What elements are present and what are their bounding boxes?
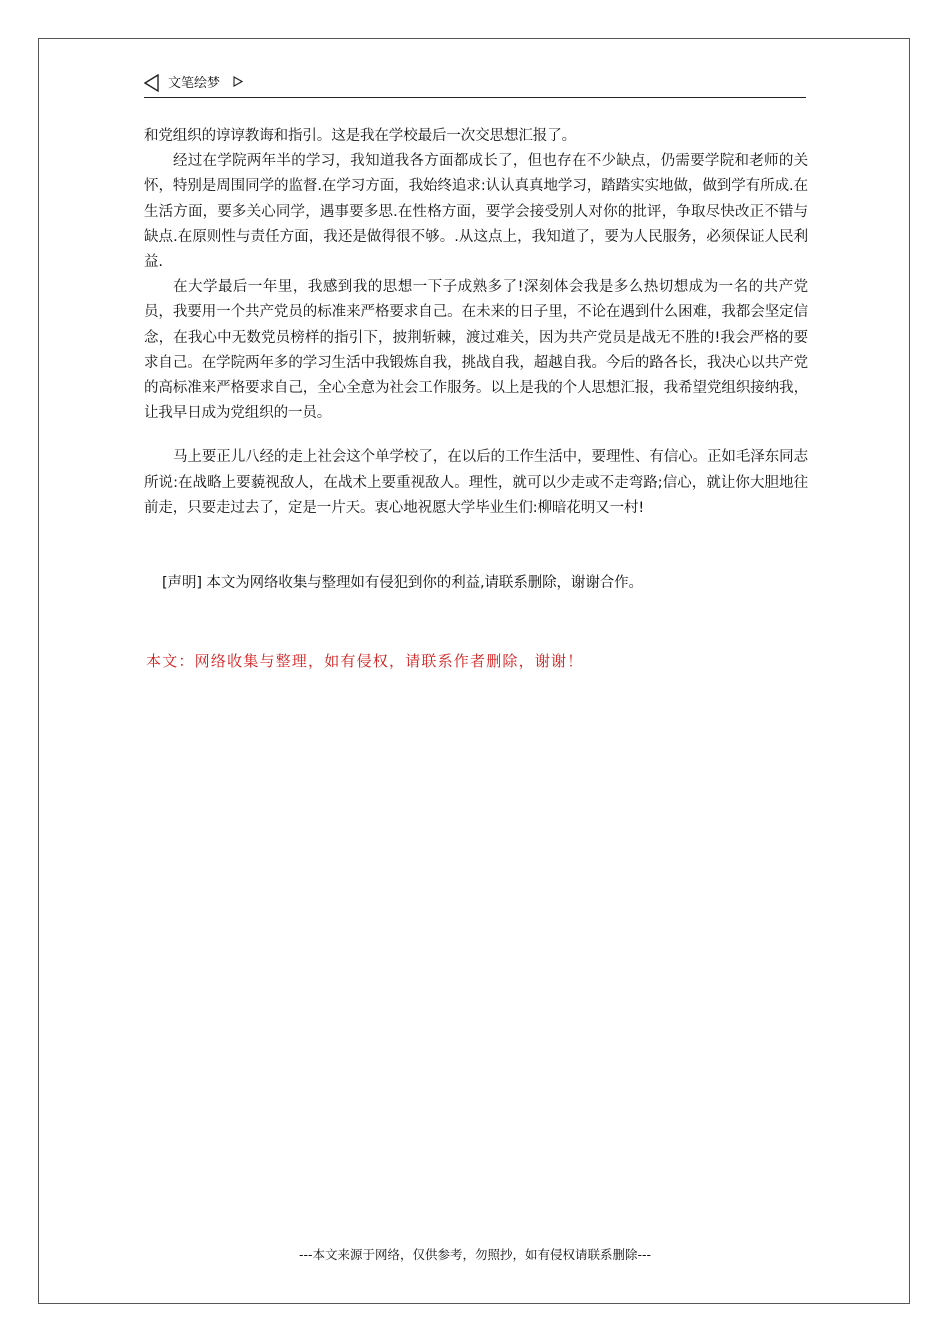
right-triangle-icon — [233, 76, 243, 87]
page-header — [144, 74, 806, 98]
paragraph-continued: 和党组织的谆谆教诲和指引。这是我在学校最后一次交思想汇报了。 — [144, 128, 576, 144]
copyright-red-note: 本文：网络收集与整理，如有侵权，请联系作者删除，谢谢！ — [146, 652, 584, 670]
paragraph-gap — [144, 521, 808, 571]
left-triangle-icon — [144, 74, 160, 92]
statement-note: [声明] 本文为网络收集与整理如有侵犯到你的利益,请联系删除，谢谢合作。 — [162, 575, 643, 592]
header-title: 文笔绘梦 — [168, 76, 221, 91]
paragraph-final-year: 在大学最后一年里，我感到我的思想一下子成熟多了!深刻体会我是多么热切想成为一名的共产党员，我要用一个共产党员的标准来严格要求自己。在未来的日子里，不论在遇到什么困难，我都会坚定信念，在我心中无数党员榜样的指引下，披荆斩棘，渡过难关，因为共产党员是战无不胜的!我会严格的要求自己。在学院两年多的学习生活中我锻炼自我，挑战自我，超越自我。今后的路各长，我决心以共产党的高标准来严格要求自己，全心全意为社会工作服务。以上是我的个人思想汇报，我希望党组织接纳我，让我早日成为党组织的一员。 — [144, 279, 808, 422]
paragraph-gap — [144, 426, 808, 445]
paragraph-going-to-society: 马上要正儿八经的走上社会这个单学校了，在以后的工作生活中，要理性、有信心。正如毛泽东同志所说:在战略上要藐视敌人，在战术上要重视敌人。理性，就可以少走或不走弯路;信心，就让你大胆地往前走，只要走过去了，定是一片天。衷心地祝愿大学毕业生们:柳暗花明又一村! — [144, 449, 808, 516]
page-footer: ---本文来源于网络，仅供参考，勿照抄，如有侵权请联系删除--- — [298, 1247, 652, 1262]
document-body — [144, 124, 808, 596]
paragraph-study-review: 经过在学院两年半的学习，我知道我各方面都成长了，但也存在不少缺点，仍需要学院和老师的关怀，特别是周围同学的监督.在学习方面，我始终追求:认认真真地学习，踏踏实实地做，做到学有所成.在生活方面，要多关心同学，遇事要多思.在性格方面，要学会接受别人对你的批评，争取尽快改正不错与缺点.在原则性与责任方面，我还是做得很不够。.从这点上，我知道了，要为人民服务，必须保证人民利益. — [144, 153, 808, 271]
